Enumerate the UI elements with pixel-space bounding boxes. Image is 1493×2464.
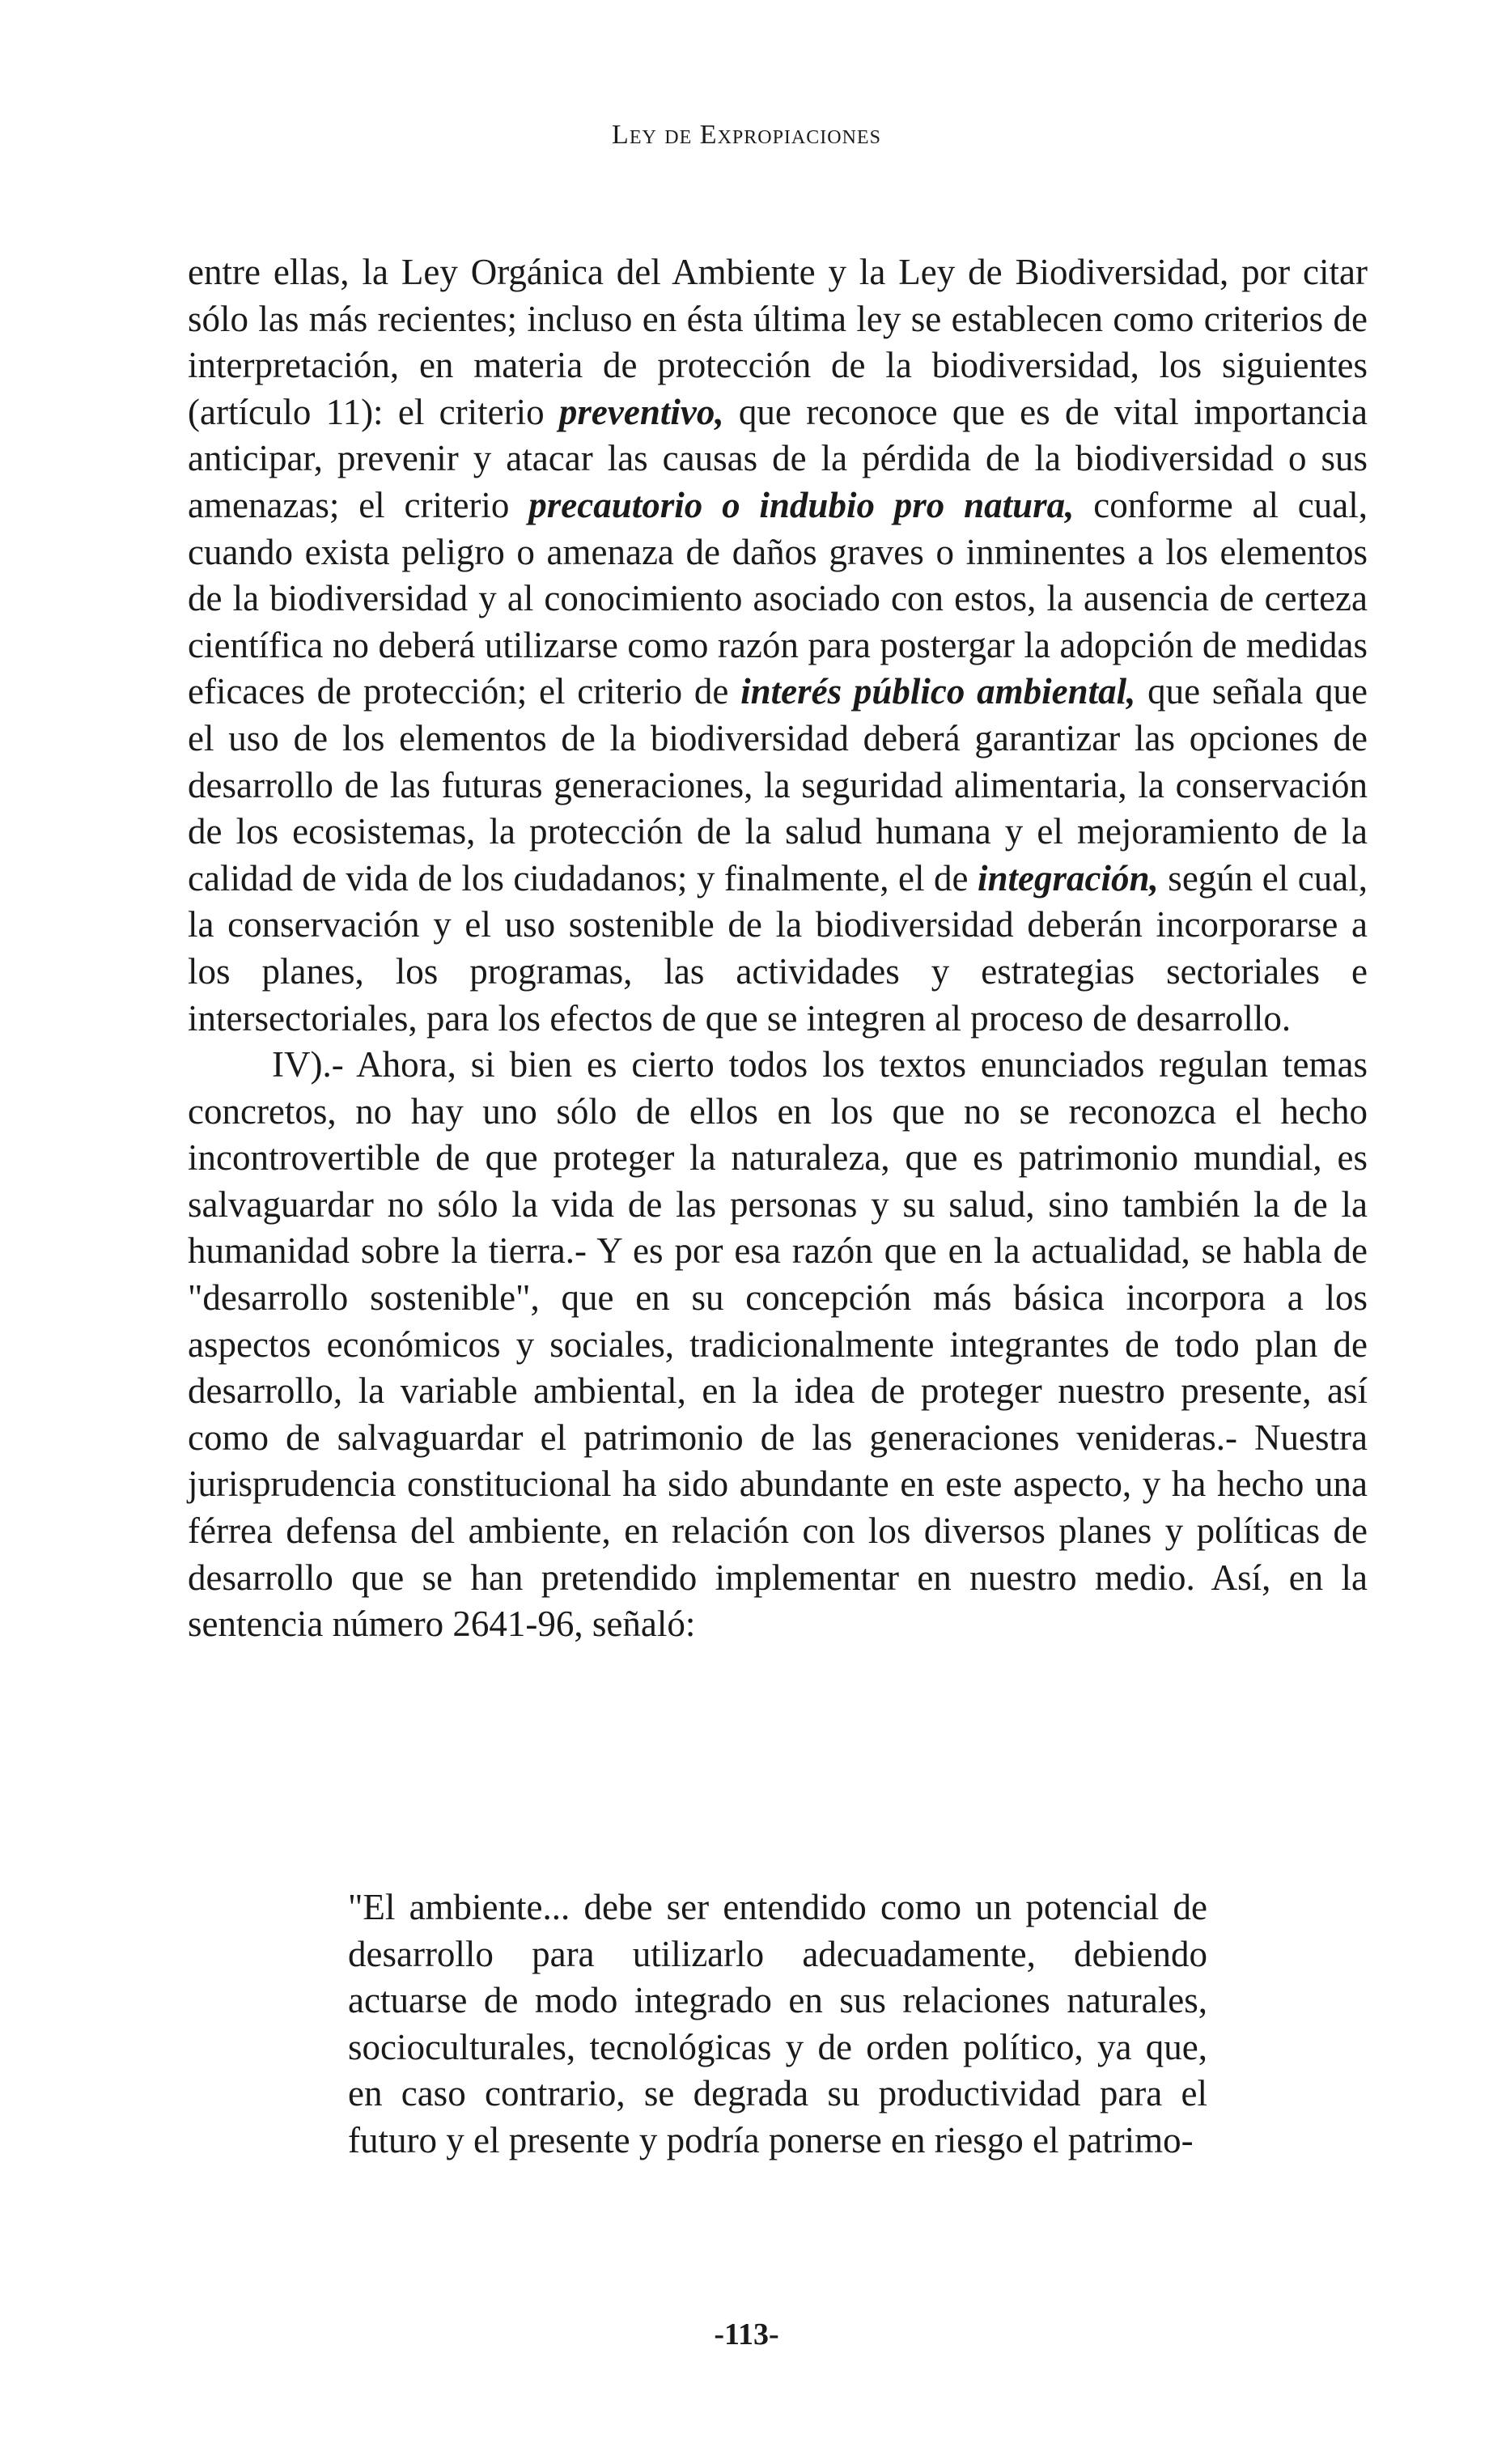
text-segment: que reconoce que es de vital importancia anticipar, prevenir y atacar las causas de la pérdida de la biodiversidad o sus amenazas; el criterio [188,391,1368,525]
running-header: Ley de Expropiaciones [612,120,881,150]
body-text [188,249,1368,1648]
text-segment: conforme al cual, cuando exista peligro o amenaza de daños graves o inminentes a los elementos de la biodiversidad y al conocimiento asociado con estos, la ausencia de certeza científica no deberá utilizarse como razón para postergar la adopción de medidas eficaces de protección; el criterio de [188,484,1368,712]
term-integracion: integración, [978,857,1159,899]
text-segment: entre ellas, la Ley Orgánica del Ambiente y la Ley de Biodiversidad, por citar sólo las más recientes; incluso en ésta última ley se establecen como criterios de interpretación, en materia de protección de la biodiversidad, los siguientes (artículo 11): el criterio [188,252,1368,432]
term-preventivo: preventivo, [558,391,724,432]
term-interes-publico: interés público ambiental, [740,671,1136,712]
paragraph-iv: IV).- Ahora, si bien es cierto todos los textos enunciados regulan temas concretos, no hay uno sólo de ellos en los que no se reconozca el hecho incontrovertible de que proteger la naturaleza, que es patrimonio mundial, es salvaguardar no sólo la vida de las personas y su salud, sino también la de la humanidad sobre la tierra.- Y es por esa razón que en la actualidad, se habla de "desarrollo sostenible", que en su concepción más básica incorpora a los aspectos económicos y sociales, tradicionalmente integrantes de todo plan de desarrollo, la variable ambiental, en la idea de proteger nuestro presente, así como de salvaguardar el patrimonio de las generaciones venideras.- Nuestra jurisprudencia constitucional ha sido abundante en este aspecto, y ha hecho una férrea defensa del ambiente, en relación con los diversos planes y políticas de desarrollo que se han pretendido implementar en nuestro medio. Así, en la sentencia número 2641-96, señaló: [188,1044,1368,1645]
paragraph-criteria [188,249,1368,1042]
text-segment: según el cual, la conservación y el uso sostenible de la biodiversidad deberán incorporarse a los planes, los programas, las actividades y estrategias sectoriales e intersectoriales, para los efectos de que se integren al proceso de desarrollo. [188,857,1368,1039]
block-quote: "El ambiente... debe ser entendido como un potencial de desarrollo para utilizarlo adecuadamente, debiendo actuarse de modo integrado en sus relaciones naturales, socioculturales, tecnológicas y de orden político, ya que, en caso contrario, se degrada su productividad para el futuro y el presente y podría ponerse en riesgo el patrimo- [348,1887,1207,2160]
page-number: -113- [714,2317,779,2351]
term-precautorio: precautorio o indubio pro natura, [528,484,1075,525]
text-segment: que señala que el uso de los elementos de la biodiversidad deberá garantizar las opciones de desarrollo de las futuras generaciones, la seguridad alimentaria, la conservación de los ecosistemas, la protección de la salud humana y el mejoramiento de la calidad de vida de los ciudadanos; y finalmente, el de [188,671,1368,899]
